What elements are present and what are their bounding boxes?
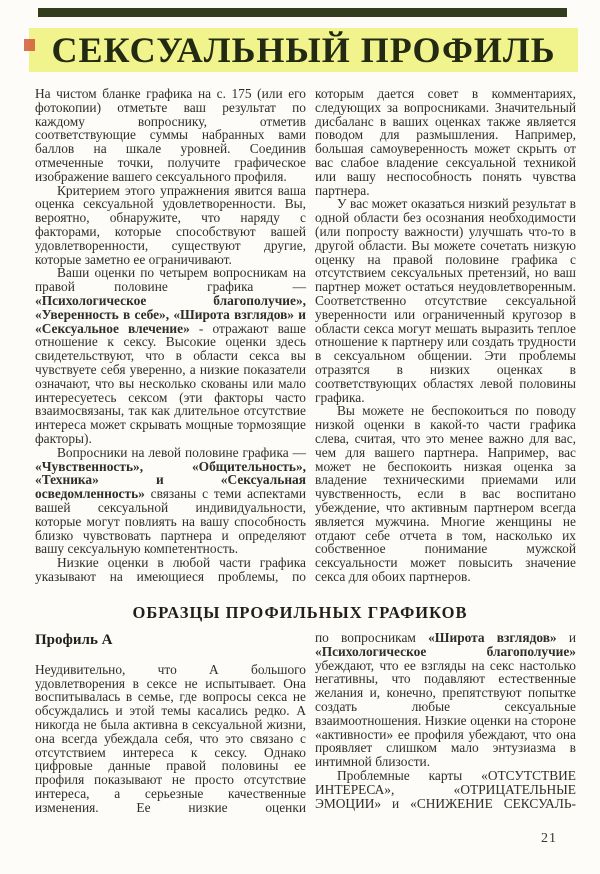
scan-artifact-mark xyxy=(24,39,35,51)
page-number: 21 xyxy=(541,831,557,846)
profile-a-heading: Профиль А xyxy=(35,632,113,648)
page-header-band xyxy=(29,28,578,72)
profile-a-right-column xyxy=(315,631,576,837)
text-run: Низкие оценки в любой части графика указывают на имеющиеся проблемы, по xyxy=(35,555,306,584)
text-run: - отражают ваше отношение к сексу. Высокие оценки здесь свидетельствуют, что в области секса вы чувствуете себя уверенно, а низкие показатели означают, что вы несколько скованы или мало интересуетесь сексом (эти факторы часто взаимосвязаны, так как длительное отсутствие интереса может скрывать мощные тормозящие факторы). xyxy=(35,320,306,446)
text-run: связаны с теми аспектами вашей сексуальной индивидуальности, которые могут повлиять на вашу способность близко чувствовать партнера и определяют вашу сексуальную компетентность. xyxy=(35,486,306,557)
text-run: убеждают, что ее взгляды на секс настолько негативны, что подавляют естественные желания и, конечно, препятствуют попытке создать любые сексуальные взаимоотношения. Низкие оценки на стороне «активности» ее профиля убеждают, что она проявляет слишком мало энтузиазма в интимной близости. xyxy=(315,657,576,770)
bold-text-run: «Психологическое благополучие» xyxy=(315,643,576,659)
text-run: Вы можете не беспокоиться по поводу низкой оценки в какой-то части графика слева, считая, что это менее важно для вас, чем для вашего партнера. Например, вас может не беспокоить низкая оценка за владение техническими приемами или чувственность, если в вас воспитано убеждение, что активным партнером всегда является мужчина. Многие женщины не отдают себе отчета в том, насколько их собственное понимание мужской сексуальности может повысить значение секса для обоих партнеров. xyxy=(315,403,576,584)
section-heading: ОБРАЗЦЫ ПРОФИЛЬНЫХ ГРАФИКОВ xyxy=(132,603,468,622)
paragraph xyxy=(35,266,306,445)
page-title: СЕКСУАЛЬНЫЙ ПРОФИЛЬ xyxy=(51,30,556,70)
bold-text-run: «Чувственность», «Общительность», «Техника» и «Сексуальная осведомленность» xyxy=(35,458,306,502)
paragraph xyxy=(35,87,306,184)
paragraph xyxy=(315,769,576,810)
intro-section xyxy=(35,87,576,604)
paragraph xyxy=(35,556,306,584)
intro-left-column xyxy=(35,87,306,604)
paragraph xyxy=(35,184,306,267)
paragraph xyxy=(35,663,306,815)
text-run: У вас может оказаться низкий результат в одной области без осознания необходимости (или попросту важности) улучшать что-то в другой области. Вы можете сочетать низкую оценку на правой половине графика с отсутствием сексуальных претензий, но ваш партнер может остаться неудовлетворенным. Соответственно отсутствие сексуальной уверенности или ограниченный кругозор в области секса могут мешать выразить теплое отношение к партнеру или создать трудности в сексуальном общении. Эти проблемы отразятся в низких оценках в соответствующих областях левой половины графика. xyxy=(315,196,576,405)
text-run: Критерием этого упражнения явится ваша оценка сексуальной удовлетворенности. Вы, вероятно, обнаружите, что наряду с факторами, которые способствуют вашей удовлетворенности, существуют другие, которые заметно ее ограничивают. xyxy=(35,182,306,267)
paragraph xyxy=(315,87,576,197)
profile-a-left-column xyxy=(35,631,306,837)
header-rule xyxy=(38,8,567,17)
bold-text-run: «Широта взглядов» xyxy=(428,631,557,645)
text-run: по вопросникам xyxy=(315,631,429,645)
paragraph xyxy=(315,197,576,404)
text-run: На чистом бланке графика на с. 175 (или его фотокопии) отметьте ваш результат по каждому вопроснику, отметив соответствующие суммы набранных вами баллов на шкале уровней. Соединив отмеченные точки, получите графическое изображение вашего сексуального профиля. xyxy=(35,87,306,184)
profile-a-left-text xyxy=(35,663,306,815)
text-run: Ваши оценки по четырем вопросникам на правой половине графика — xyxy=(35,265,306,295)
text-run: Вопросники на левой половине графика — xyxy=(57,444,306,460)
intro-right-column xyxy=(315,87,576,604)
text-run: которым дается совет в комментариях, следующих за вопросниками. Значительный дисбаланс в ваших оценках также является поводом для размышления. Например, большая самоуверенность может скрыть от вас слабое владение сексуальной техникой или вашу неспособность понять чувства партнера. xyxy=(315,87,576,198)
text-run: и xyxy=(556,631,576,645)
text-run: Неудивительно, что А большого удовлетворения в сексе не испытывает. Она воспитывалась в семье, где вопросы секса не обсуждались и этой темы касались редко. А никогда не была активна в сексуальной жизни, она всегда убеждала себя, что это связано с отсутствием интереса к сексу. Однако цифровые данные правой половины ее профиля показывают не просто отсутствие интереса, а серьезные качественные изменения. Ее низкие оценки xyxy=(35,661,306,815)
paragraph xyxy=(315,631,576,769)
text-run: Проблемные карты «ОТСУТСТВИЕ ИНТЕРЕСА», «ОТРИЦАТЕЛЬНЫЕ ЭМОЦИИ» и «СНИЖЕНИЕ СЕКСУАЛЬ- xyxy=(315,767,576,811)
profile-a-section xyxy=(35,631,576,837)
paragraph xyxy=(315,404,576,583)
bold-text-run: «Психологическое благополучие», «Уверенность в себе», «Широта взглядов» и «Сексуальное влечение» xyxy=(35,292,306,336)
paragraph xyxy=(35,446,306,556)
